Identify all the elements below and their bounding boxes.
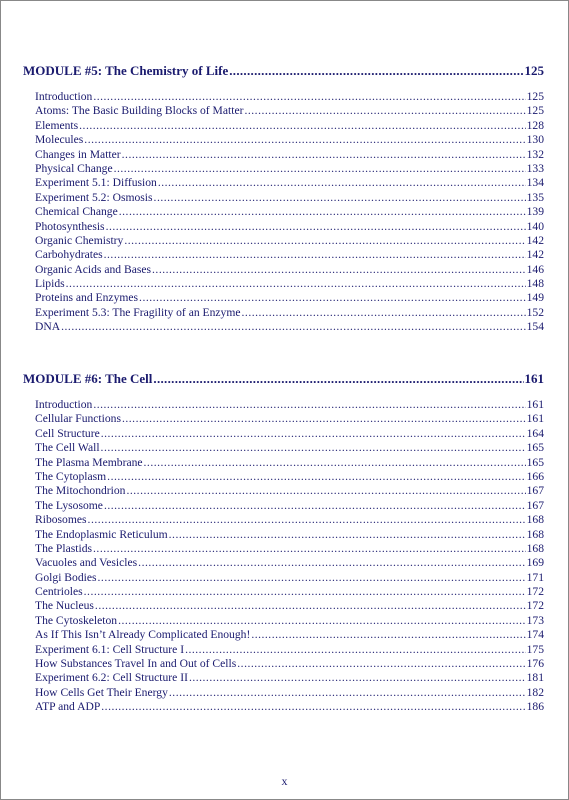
dot-leader xyxy=(95,599,526,613)
dot-leader xyxy=(244,104,525,118)
module-6-section xyxy=(23,371,544,715)
entry-page-number: 168 xyxy=(526,527,544,541)
dot-leader xyxy=(114,162,526,176)
dot-leader xyxy=(66,277,526,291)
dot-leader xyxy=(153,371,523,387)
entry-title: Carbohydrates xyxy=(35,248,103,262)
page-footer-number: x xyxy=(281,774,288,788)
entry-title: How Substances Travel In and Out of Cells xyxy=(35,657,237,671)
toc-entry xyxy=(23,643,544,657)
module-title: MODULE #5: The Chemistry of Life xyxy=(23,63,229,78)
entry-title: Proteins and Enzymes xyxy=(35,291,139,305)
entry-page-number: 161 xyxy=(526,412,544,426)
entry-title: Photosynthesis xyxy=(35,219,105,233)
dot-leader xyxy=(158,176,526,190)
module-page-number: 161 xyxy=(524,371,544,386)
toc-entry xyxy=(23,556,544,570)
entry-title: Centrioles xyxy=(35,585,83,599)
entry-title: Experiment 5.2: Osmosis xyxy=(35,190,153,204)
entry-page-number: 168 xyxy=(526,513,544,527)
toc-entry xyxy=(23,263,544,277)
toc-entry xyxy=(23,291,544,305)
entry-page-number: 161 xyxy=(526,398,544,411)
entry-page-number: 165 xyxy=(526,441,544,455)
entry-title: How Cells Get Their Energy xyxy=(35,685,168,699)
entry-page-number: 181 xyxy=(526,671,544,685)
dot-leader xyxy=(88,513,526,527)
dot-leader xyxy=(104,248,526,262)
toc-entry xyxy=(23,191,544,205)
toc-entry xyxy=(23,513,544,527)
entry-page-number: 133 xyxy=(526,161,544,175)
entry-title: Chemical Change xyxy=(35,205,118,219)
dot-leader xyxy=(119,205,526,219)
entry-title: Golgi Bodies xyxy=(35,570,97,584)
entry-page-number: 130 xyxy=(526,133,544,147)
module-5-section xyxy=(23,63,544,335)
toc-entry xyxy=(23,320,544,334)
toc-entry xyxy=(23,277,544,291)
module-5-entries xyxy=(23,90,544,335)
toc-entry xyxy=(23,528,544,542)
entry-page-number: 146 xyxy=(526,262,544,276)
entry-title: The Plasma Membrane xyxy=(35,455,143,469)
entry-page-number: 176 xyxy=(526,657,544,671)
entry-title: Ribosomes xyxy=(35,513,87,527)
dot-leader xyxy=(93,90,525,104)
dot-leader xyxy=(84,133,525,147)
entry-page-number: 167 xyxy=(526,498,544,512)
toc-entry xyxy=(23,412,544,426)
dot-leader xyxy=(101,427,526,441)
entry-page-number: 186 xyxy=(526,700,544,714)
entry-page-number: 134 xyxy=(526,176,544,190)
dot-leader xyxy=(138,556,525,570)
toc-entry xyxy=(23,585,544,599)
entry-page-number: 142 xyxy=(526,248,544,262)
toc-entry xyxy=(23,456,544,470)
entry-title: Experiment 6.1: Cell Structure I xyxy=(35,642,185,656)
toc-entry xyxy=(23,427,544,441)
toc-entry xyxy=(23,484,544,498)
toc-entry xyxy=(23,306,544,320)
entry-page-number: 125 xyxy=(526,90,544,103)
dot-leader xyxy=(93,398,525,412)
dot-leader xyxy=(169,528,526,542)
dot-leader xyxy=(139,291,526,305)
entry-page-number: 174 xyxy=(526,628,544,642)
entry-page-number: 182 xyxy=(526,685,544,699)
dot-leader xyxy=(101,700,525,714)
entry-title: Changes in Matter xyxy=(35,147,121,161)
entry-page-number: 125 xyxy=(526,104,544,118)
entry-page-number: 166 xyxy=(526,469,544,483)
dot-leader xyxy=(122,148,526,162)
entry-page-number: 172 xyxy=(526,599,544,613)
dot-leader xyxy=(106,220,526,234)
entry-page-number: 168 xyxy=(526,541,544,555)
entry-page-number: 173 xyxy=(526,613,544,627)
dot-leader xyxy=(251,628,525,642)
entry-title: Cell Structure xyxy=(35,426,100,440)
dot-leader xyxy=(185,643,526,657)
dot-leader xyxy=(79,119,525,133)
entry-title: Organic Acids and Bases xyxy=(35,262,152,276)
toc-entry xyxy=(23,599,544,613)
entry-title: The Endoplasmic Reticulum xyxy=(35,527,168,541)
toc-entry xyxy=(23,148,544,162)
entry-page-number: 169 xyxy=(526,556,544,570)
dot-leader xyxy=(118,614,526,628)
module-6-entries xyxy=(23,398,544,715)
module-page-number: 125 xyxy=(524,63,544,78)
toc-entry xyxy=(23,162,544,176)
toc-entry xyxy=(23,90,544,104)
toc-entry xyxy=(23,205,544,219)
entry-title: Experiment 6.2: Cell Structure II xyxy=(35,671,188,685)
dot-leader xyxy=(122,412,526,426)
dot-leader xyxy=(154,191,526,205)
toc-entry xyxy=(23,686,544,700)
toc-entry xyxy=(23,628,544,642)
entry-title: As If This Isn’t Already Complicated Enough! xyxy=(35,628,251,642)
entry-title: ATP and ADP xyxy=(35,700,101,714)
entry-title: The Plastids xyxy=(35,541,93,555)
entry-page-number: 140 xyxy=(526,219,544,233)
toc-entry xyxy=(23,671,544,685)
entry-title: Experiment 5.1: Diffusion xyxy=(35,176,157,190)
entry-page-number: 167 xyxy=(526,484,544,498)
entry-title: The Lysosome xyxy=(35,498,103,512)
entry-title: The Cytoplasm xyxy=(35,469,107,483)
toc-entry xyxy=(23,234,544,248)
toc-entry xyxy=(23,542,544,556)
entry-page-number: 149 xyxy=(526,291,544,305)
dot-leader xyxy=(169,686,526,700)
entry-page-number: 171 xyxy=(526,570,544,584)
entry-title: Molecules xyxy=(35,133,84,147)
entry-page-number: 148 xyxy=(526,277,544,291)
toc-entry xyxy=(23,657,544,671)
toc-entry xyxy=(23,220,544,234)
dot-leader xyxy=(93,542,526,556)
dot-leader xyxy=(242,306,526,320)
dot-leader xyxy=(126,484,525,498)
entry-page-number: 152 xyxy=(526,305,544,319)
dot-leader xyxy=(189,671,526,685)
toc-entry xyxy=(23,398,544,412)
dot-leader xyxy=(101,441,526,455)
dot-leader xyxy=(144,456,526,470)
entry-title: Lipids xyxy=(35,277,65,291)
toc-entry xyxy=(23,133,544,147)
module-heading xyxy=(23,63,544,79)
entry-page-number: 128 xyxy=(526,118,544,132)
toc-entry xyxy=(23,700,544,714)
entry-page-number: 139 xyxy=(526,205,544,219)
dot-leader xyxy=(84,585,526,599)
module-title: MODULE #6: The Cell xyxy=(23,371,153,386)
dot-leader xyxy=(107,470,525,484)
dot-leader xyxy=(124,234,525,248)
entry-title: The Mitochondrion xyxy=(35,484,126,498)
entry-title: Organic Chemistry xyxy=(35,233,124,247)
entry-page-number: 165 xyxy=(526,455,544,469)
dot-leader xyxy=(104,499,526,513)
toc-entry xyxy=(23,614,544,628)
entry-title: Introduction xyxy=(35,90,93,103)
entry-title: DNA xyxy=(35,320,61,334)
entry-title: Physical Change xyxy=(35,161,113,175)
toc-entry xyxy=(23,441,544,455)
entry-page-number: 142 xyxy=(526,233,544,247)
entry-page-number: 132 xyxy=(526,147,544,161)
entry-title: The Nucleus xyxy=(35,599,94,613)
dot-leader xyxy=(229,63,523,79)
toc-entry xyxy=(23,104,544,118)
entry-title: The Cytoskeleton xyxy=(35,613,118,627)
toc-entry xyxy=(23,571,544,585)
dot-leader xyxy=(152,263,526,277)
entry-title: Introduction xyxy=(35,398,93,411)
entry-page-number: 135 xyxy=(526,190,544,204)
entry-page-number: 172 xyxy=(526,585,544,599)
entry-title: Cellular Functions xyxy=(35,412,121,426)
dot-leader xyxy=(61,320,525,334)
entry-page-number: 154 xyxy=(526,320,544,334)
toc-entry xyxy=(23,248,544,262)
toc-entry xyxy=(23,470,544,484)
entry-title: Elements xyxy=(35,118,79,132)
toc-entry xyxy=(23,176,544,190)
entry-title: The Cell Wall xyxy=(35,441,100,455)
entry-page-number: 175 xyxy=(526,642,544,656)
entry-title: Experiment 5.3: The Fragility of an Enzyme xyxy=(35,305,241,319)
toc-entry xyxy=(23,499,544,513)
toc-entry xyxy=(23,119,544,133)
entry-title: Vacuoles and Vesicles xyxy=(35,556,138,570)
module-heading xyxy=(23,371,544,387)
dot-leader xyxy=(98,571,526,585)
dot-leader xyxy=(237,657,525,671)
entry-page-number: 164 xyxy=(526,426,544,440)
entry-title: Atoms: The Basic Building Blocks of Matter xyxy=(35,104,244,118)
